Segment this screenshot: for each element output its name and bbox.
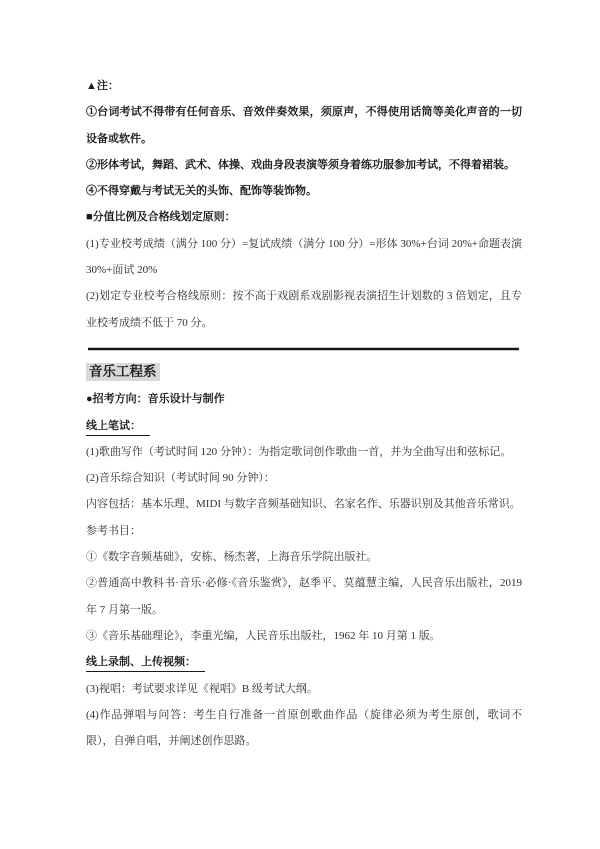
department-title-row: [86, 360, 522, 386]
reference-book-3: ③《音乐基础理论》，李重光编，人民音乐出版社，1962 年 10 月第 1 版。: [86, 629, 441, 642]
written-exam-content-scope: 内容包括：基本乐理、MIDI 与数字音频基础知识、名家名作、乐器识别及其他音乐常识。: [86, 498, 521, 511]
circle-bullet-icon: ●: [86, 393, 93, 406]
square-bullet-icon: ■: [86, 211, 93, 224]
scoring-heading: [86, 204, 522, 230]
video-exam-heading-row: [86, 649, 522, 675]
admission-direction-label: 招考方向：音乐设计与制作: [92, 393, 225, 406]
section-divider: [88, 347, 519, 351]
written-exam-item-1: (1)歌曲写作（考试时间 120 分钟）：为指定歌词创作歌曲一首，并为全曲写出和弦标记。: [86, 445, 512, 458]
note-item-2: ②形体考试，舞蹈、武术、体操、戏曲身段表演等须身着练功服参加考试，不得着裙装。: [86, 158, 515, 171]
scoring-rule-2: (2)划定专业校考合格线原则：按不高于戏剧系戏剧影视表演招生计划数的 3 倍划定，且专业校考成绩不低于 70 分。: [86, 290, 522, 329]
video-exam-item-2: (4)作品弹唱与问答：考生自行准备一首原创歌曲作品（旋律必须为考生原创，歌词不限），自弹自唱，并阐述创作思路。: [86, 708, 522, 748]
note-item-1: ①台词考试不得带有任何音乐、音效伴奏效果，须原声，不得使用话筒等美化声音的一切设备或软件。: [86, 106, 522, 145]
reference-book-2: ②普通高中教科书·音乐·必修·《音乐鉴赏》，赵季平、莫蕴慧主编，人民音乐出版社，2019 年 7 月第一版。: [86, 577, 522, 616]
notes-heading: [86, 73, 522, 99]
admission-direction: [86, 386, 522, 412]
written-exam-item-2: (2)音乐综合知识（考试时间 90 分钟）：: [86, 472, 275, 485]
scoring-rule-1: (1)专业校考成绩（满分 100 分）=复试成绩（满分 100 分）=形体 30%+台词 20%+命题表演 30%+面试 20%: [86, 237, 522, 277]
video-exam-heading: 线上录制、上传视频：: [86, 655, 205, 672]
scoring-heading-label: 分值比例及合格线划定原则：: [92, 211, 236, 224]
triangle-bullet-icon: ▲: [86, 80, 97, 92]
reference-books-label: 参考书目：: [86, 524, 141, 537]
written-exam-heading-row: [86, 413, 522, 439]
video-exam-item-1: (3)视唱：考试要求详见《视唱》B 级考试大纲。: [86, 682, 318, 695]
department-title: 音乐工程系: [86, 363, 160, 381]
reference-book-1: ①《数字音频基础》，安栋、杨杰著，上海音乐学院出版社。: [86, 551, 378, 564]
written-exam-heading: 线上笔试：: [86, 419, 150, 436]
note-item-3: ④不得穿戴与考试无关的头饰、配饰等装饰物。: [86, 185, 317, 198]
notes-heading-label: 注：: [96, 80, 119, 92]
